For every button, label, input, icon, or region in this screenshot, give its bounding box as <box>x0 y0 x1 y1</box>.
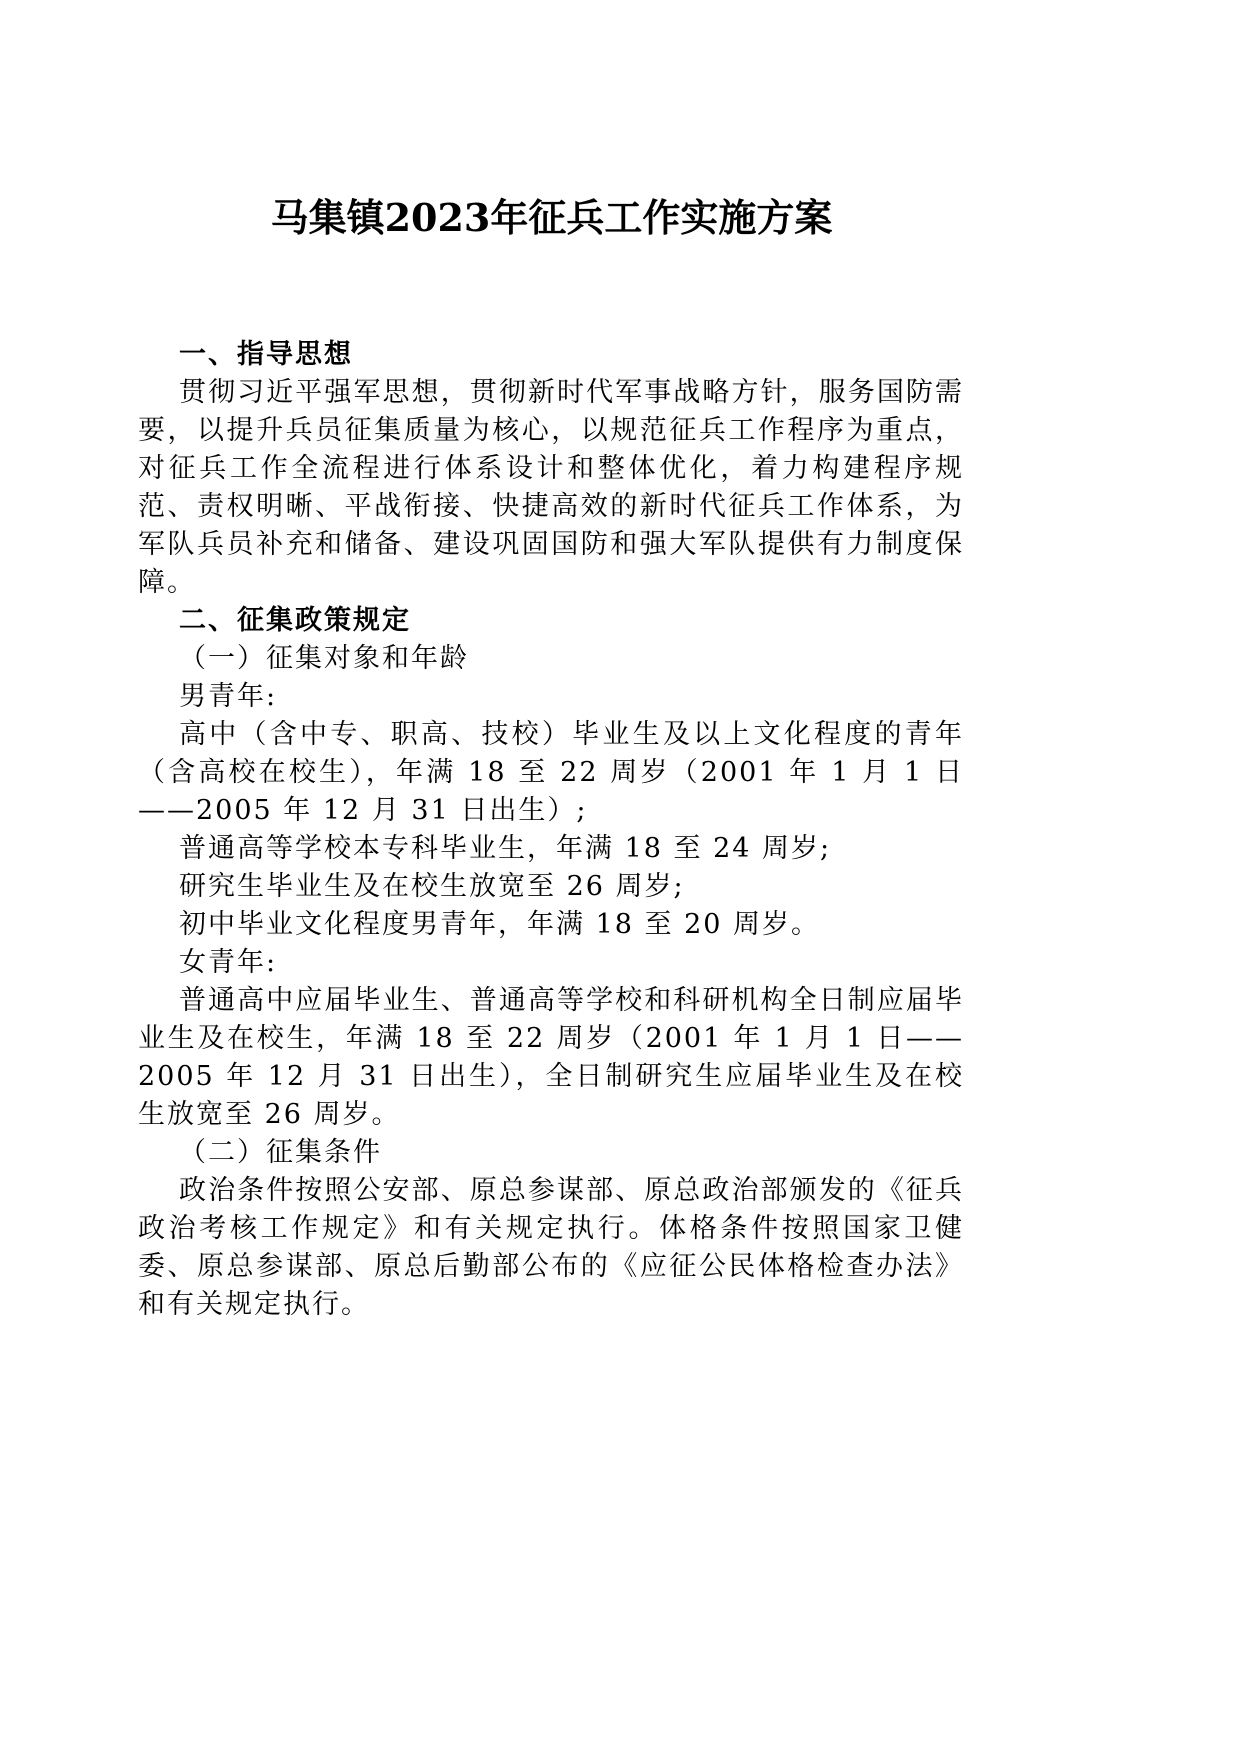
section1-heading: 一、指导思想 <box>179 339 353 370</box>
male-paragraph-4: 初中毕业文化程度男青年，年满 18 至 20 周岁。 <box>179 909 821 940</box>
female-label: 女青年: <box>179 947 278 978</box>
document-title: 马集镇2023年征兵工作实施方案 <box>270 195 833 240</box>
male-label: 男青年: <box>179 681 278 712</box>
conditions-paragraph: 政治条件按照公安部、原总参谋部、原总政治部颁发的《征兵政治考核工作规定》和有关规定执行。体格条件按照国家卫健委、原总参谋部、原总后勤部公布的《应征公民体格检查办法》和有关规定执行。 <box>138 1175 964 1320</box>
male-paragraph-1: 高中（含中专、职高、技校）毕业生及以上文化程度的青年（含高校在校生），年满 18 至 22 周岁（2001 年 1 月 1 日——2005 年 12 月 31 日出生）; <box>138 719 964 826</box>
section1-body: 贯彻习近平强军思想，贯彻新时代军事战略方针，服务国防需要，以提升兵员征集质量为核心，以规范征兵工作程序为重点，对征兵工作全流程进行体系设计和整体优化，着力构建程序规范、责权明晰、平战衔接、快捷高效的新时代征兵工作体系，为军队兵员补充和储备、建设巩固国防和强大军队提供有力制度保障。 <box>138 377 964 598</box>
document-body <box>138 336 964 1324</box>
subsection1-heading: （一）征集对象和年龄 <box>179 643 469 674</box>
female-paragraph-1: 普通高中应届毕业生、普通高等学校和科研机构全日制应届毕业生及在校生，年满 18 至 22 周岁（2001 年 1 月 1 日——2005 年 12 月 31 日出生），全日制研究生应届毕业生及在校生放宽至 26 周岁。 <box>138 985 964 1130</box>
male-paragraph-3: 研究生毕业生及在校生放宽至 26 周岁; <box>179 871 685 902</box>
subsection2-heading: （二）征集条件 <box>179 1137 382 1168</box>
section2-heading: 二、征集政策规定 <box>179 605 411 636</box>
male-paragraph-2: 普通高等学校本专科毕业生，年满 18 至 24 周岁; <box>179 833 832 864</box>
